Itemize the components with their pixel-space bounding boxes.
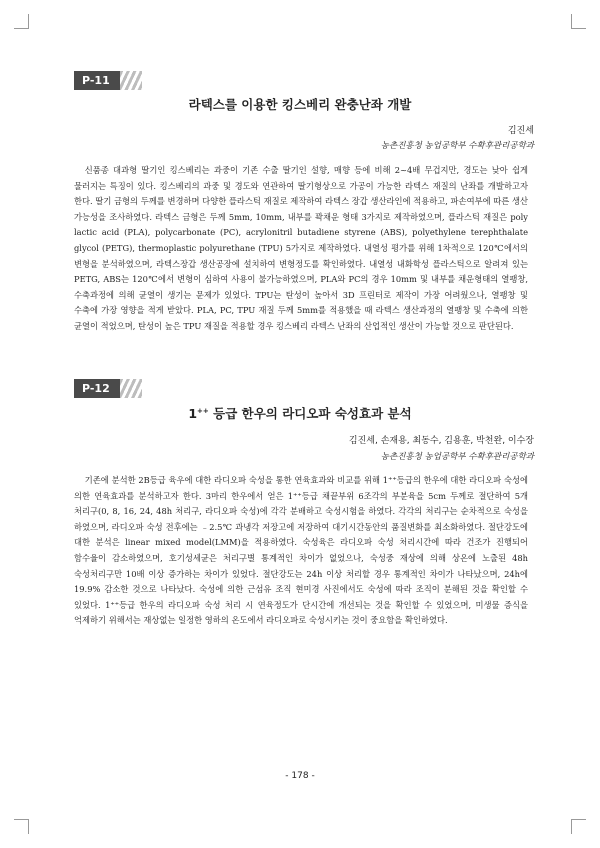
section-tag: P-12: [74, 379, 120, 398]
abstract-p12: 기존에 분석한 2B등급 육우에 대한 라디오파 숙성을 통한 연육효과와 비교를 위해 1⁺⁺등급의 한우에 대한 라디오파 숙성에 의한 연육효과를 분석하고자 한다. 3마리 한우에서 얻은 1⁺⁺등급 채끝부위 6조각의 부분육을 5cm 두께로 절단하여 5개 처리구(0, 8, 16, 24, 48h 처리구, 라디오파 숙성)에 각각 분배하고 숙성시험을 하였다. 각각의 처리구는 순차적으로 숙성을 하였으며, 라디오파 숙성 전후에는 ﹣2.5℃ 과냉각 저장고에 저장하여 대기시간동안의 품질변화를 최소화하였다. 절단강도에 대한 분석은 linear mixed model(LMM)을 적용하였다. 숙성육은 라디오파 숙성 처리시간에 따라 건조가 진행되어 함수율이 감소하였으며, 호기성세균은 처리구별 통계적인 차이가 없었으나, 숙성중 재상에 의해 상온에 노출된 48h 숙성처리구만 10배 이상 증가하는 차이가 있었다. 절단강도는 24h 이상 처리할 경우 통계적인 차이가 나타났으며, 24h에 19.9% 감소한 것으로 나타났다. 숙성에 의한 근섬유 조직 현미경 사진에서도 숙성에 따라 조직이 분해된 것을 확인할 수 있었다. 1⁺⁺등급 한우의 라디오파 숙성 처리 시 연육정도가 단시간에 개선되는 것을 확인할 수 있었으며, 미생물 증식을 억제하기 위해서는 재상없는 일정한 영하의 온도에서 라디오파로 숙성시키는 것이 중요함을 확인하였다.: [74, 475, 528, 626]
crop-mark-top-right: [571, 14, 586, 29]
paper-title-p12: [60, 404, 540, 422]
page-number: - 178 -: [285, 771, 315, 781]
crop-mark-top-left: [14, 14, 29, 29]
title-grade-sup: ++: [197, 406, 209, 415]
affiliation-p11: 농촌진흥청 농업공학부 수확후관리공학과: [380, 141, 534, 151]
title-grade: 1: [188, 406, 198, 421]
paper-title-p11: 라텍스를 이용한 킹스베리 완충난좌 개발: [188, 97, 412, 112]
section-label-p11: [74, 71, 142, 90]
section-tag-stripe: [120, 379, 142, 398]
authors-p11: 김진세: [507, 126, 534, 136]
authors-p12: 김진세, 손재용, 최동수, 김용훈, 박천완, 이수장: [348, 436, 534, 446]
title-text: 등급 한우의 라디오파 숙성효과 분석: [208, 406, 412, 421]
abstract-p11: 신품종 대과형 딸기인 킹스베리는 과중이 기존 수출 딸기인 설향, 매향 등에 비해 2~4배 무겁지만, 경도는 낮아 쉽게 물러지는 특징이 있다. 킹스베리의 과중 및 경도와 연관하여 딸기형상으로 가공이 가능한 라텍스 재질의 난좌를 개발하고자 한다. 딸기 금형의 두께를 변경하며 다양한 플라스틱 재질로 제작하여 라텍스 장갑 생산라인에 적용하고, 파손여부에 따른 생산 가능성을 조사하였다. 라텍스 금형은 두께 5mm, 10mm, 내부를 꽉채운 형태 3가지로 제작하였으며, 플라스틱 재질은 poly lactic acid (PLA), polycarbonate (PC), acrylonitril butadiene styrene (ABS), polyethylene terephthalate glycol (PETG), thermoplastic polyurethane (TPU) 5가지로 제작하였다. 내열성 평가를 위해 1차적으로 120℃에서의 변형을 분석하였으며, 라텍스장갑 생산공장에 설치하여 변형정도를 확인하였다. 내열성 내화학성 플라스틱으로 알려져 있는 PETG, ABS는 120℃에서 변형이 심하여 사용이 불가능하였으며, PLA와 PC의 경우 10mm 및 내부를 채운형태의 열팽창, 수축과정에 의해 균열이 생기는 문제가 있었다. TPU는 탄성이 높아서 3D 프린터로 제작이 가장 어려웠으나, 열팽창 및 수축에 가장 영향을 적게 받았다. PLA, PC, TPU 재질 두께 5mm를 적용했을 때 라텍스 생산과정의 열팽창 및 수축에 의한 균열이 적었으며, 탄성이 높은 TPU 재질을 적용할 경우 킹스베리 라텍스 난좌의 산업적인 생산이 가능할 것으로 판단된다.: [74, 165, 528, 331]
crop-mark-bottom-left: [14, 819, 29, 834]
section-label-p12: [74, 379, 142, 398]
crop-mark-bottom-right: [571, 819, 586, 834]
section-tag: P-11: [74, 71, 120, 90]
affiliation-p12: 농촌진흥청 농업공학부 수확후관리공학과: [380, 452, 534, 462]
section-tag-stripe: [120, 71, 142, 90]
